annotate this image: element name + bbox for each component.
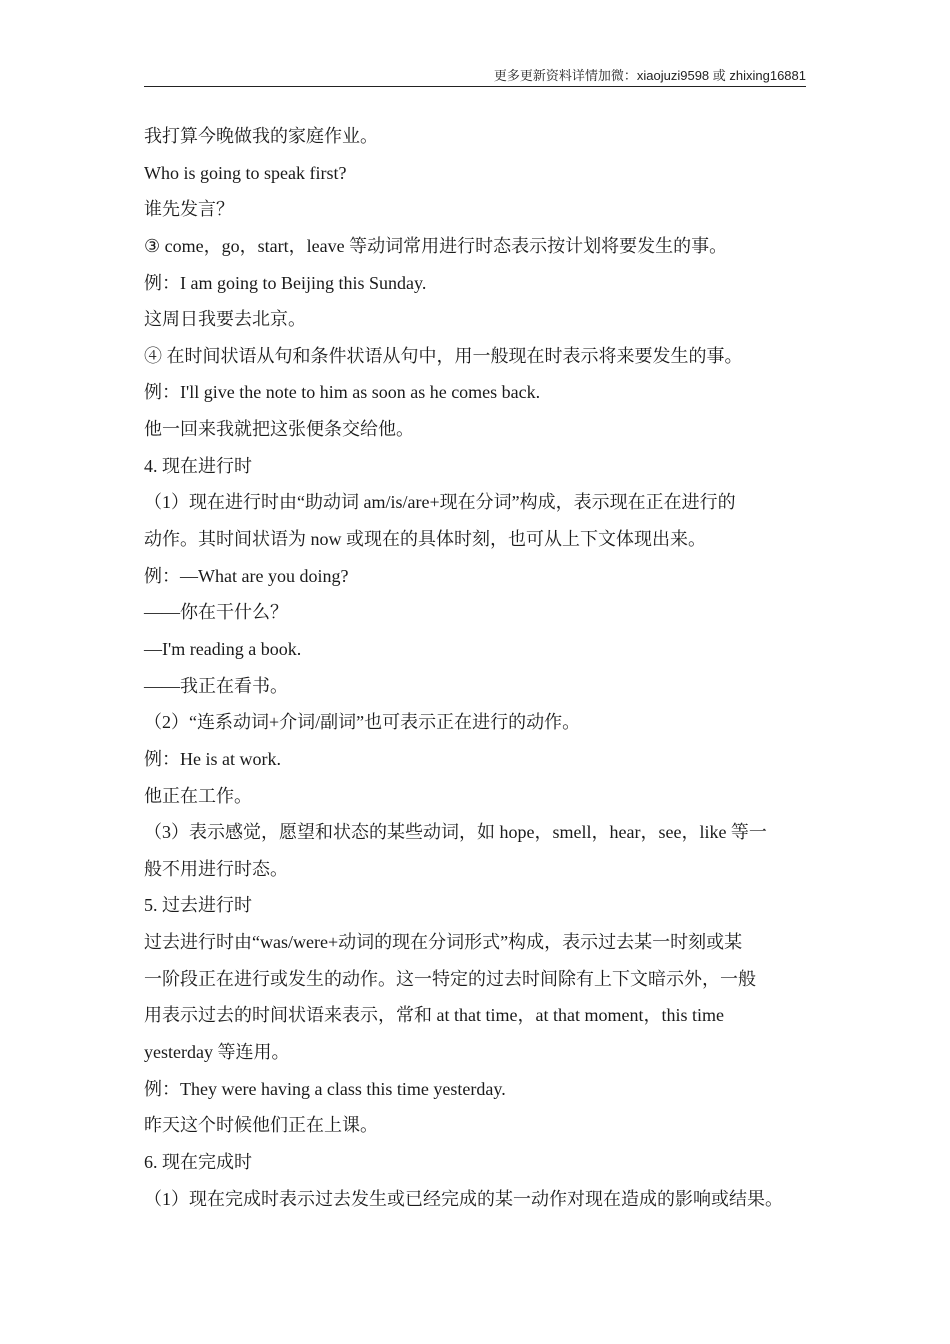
text-line: （1）现在进行时由“助动词 am/is/are+现在分词”构成，表示现在正在进行的 [144,492,736,513]
text-line: 例：He is at work. [144,748,281,769]
text-line: 一阶段正在进行或发生的动作。这一特定的过去时间除有上下文暗示外，一般 [144,968,756,989]
text-line: 般不用进行时态。 [144,858,288,879]
text-line: 过去进行时由“was/were+动词的现在分词形式”构成，表示过去某一时刻或某 [144,932,743,953]
text-line: 例：I am going to Beijing this Sunday. [144,272,427,293]
text-line: （3）表示感觉，愿望和状态的某些动词，如 hope，smell，hear，see，like 等一 [144,822,767,843]
text-line: 例：They were having a class this time yesterday. [144,1078,506,1099]
text-line: （2）“连系动词+介词/副词”也可表示正在进行的动作。 [144,712,581,733]
text-line: ④ 在时间状语从句和条件状语从句中，用一般现在时表示将来要发生的事。 [144,345,743,366]
text-line: ③ come，go，start，leave 等动词常用进行时态表示按计划将要发生的事。 [144,235,728,256]
text-line: （1）现在完成时表示过去发生或已经完成的某一动作对现在造成的影响或结果。 [144,1188,783,1209]
text-line: 昨天这个时候他们正在上课。 [144,1115,378,1136]
section-heading: 4. 现在进行时 [144,455,252,476]
text-line: 谁先发言？ [144,199,234,220]
text-line: 动作。其时间状语为 now 或现在的具体时刻，也可从上下文体现出来。 [144,529,706,550]
text-line: Who is going to speak first? [144,162,347,183]
text-line: 用表示过去的时间状语来表示，常和 at that time，at that moment，this time [144,1005,724,1026]
text-line: 他一回来我就把这张便条交给他。 [144,419,414,440]
text-line: yesterday 等连用。 [144,1042,290,1063]
text-line: 这周日我要去北京。 [144,309,306,330]
text-line: ——我正在看书。 [144,675,288,696]
section-heading: 5. 过去进行时 [144,895,252,916]
text-line: 他正在工作。 [144,785,252,806]
page-header: 更多更新资料详情加微：xiaojuzi9598 或 zhixing16881 [144,66,806,87]
document-body [144,118,834,1217]
text-line: —I'm reading a book. [144,638,302,659]
text-line: 例：I'll give the note to him as soon as he comes back. [144,382,541,403]
text-line: 我打算今晚做我的家庭作业。 [144,126,378,146]
section-heading: 6. 现在完成时 [144,1151,252,1172]
text-line: ——你在干什么？ [144,602,288,623]
text-line: 例：—What are you doing? [144,565,349,586]
